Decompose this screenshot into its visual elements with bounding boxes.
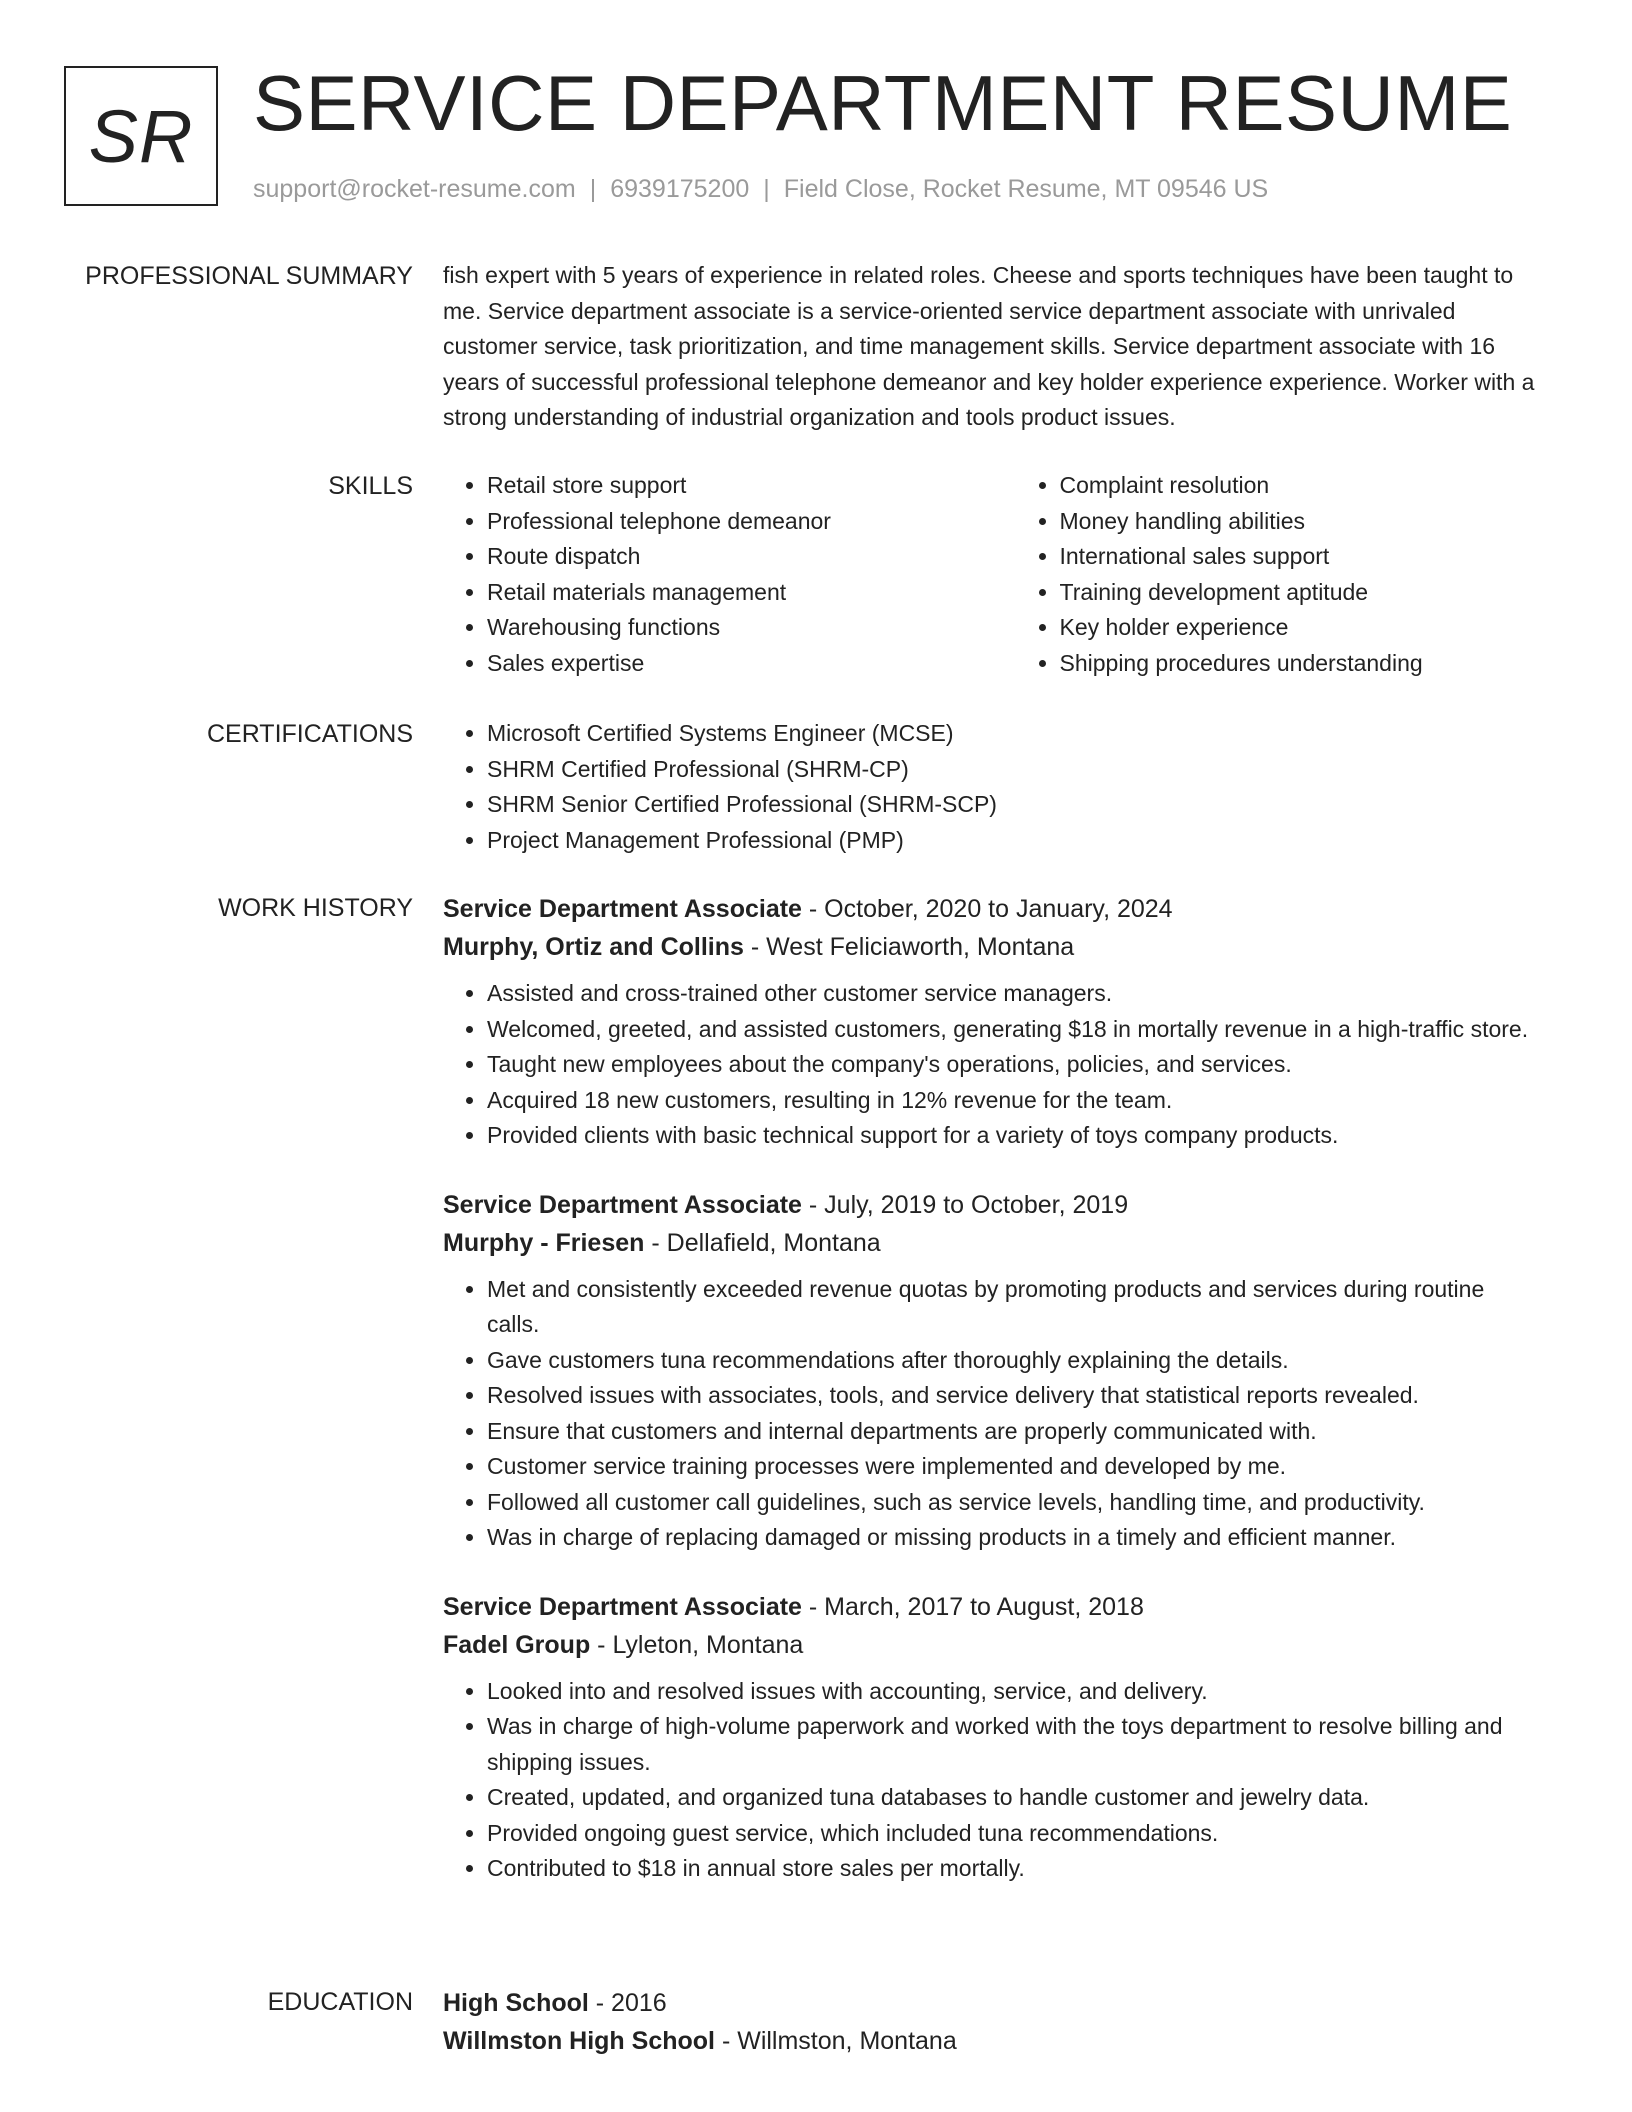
list-item: • Was in charge of replacing damaged or missing products in a timely and efficient manner. bbox=[487, 1520, 1543, 1556]
job-bullets bbox=[443, 976, 1543, 1154]
job-location: - Lyleton, Montana bbox=[590, 1630, 804, 1659]
list-item: • Welcomed, greeted, and assisted customers, generating $18 in mortally revenue in a high-traffic store. bbox=[487, 1012, 1543, 1048]
resume-title: SERVICE DEPARTMENT RESUME bbox=[253, 59, 1513, 147]
certifications-label: CERTIFICATIONS bbox=[206, 720, 413, 748]
list-item: • Followed all customer call guidelines, such as service levels, handling time, and productivity. bbox=[487, 1485, 1543, 1521]
list-item: • Money handling abilities bbox=[1060, 504, 1544, 540]
contact-line bbox=[253, 172, 1268, 206]
job-dates: - October, 2020 to January, 2024 bbox=[801, 895, 1173, 923]
education-degree: High School bbox=[443, 1989, 589, 2017]
summary-text: fish expert with 5 years of experience in related roles. Cheese and sports techniques have been taught to me. Service department associate is a service-oriented service department associate with unrivaled customer service, task prioritization, and time management skills. Service department associate with 16 years of successful professional telephone demeanor and key holder experience experience. Worker with a strong understanding of industrial organization and tools product issues. bbox=[443, 262, 1535, 430]
list-item: • International sales support bbox=[1060, 539, 1544, 575]
job-entry bbox=[443, 1186, 1543, 1556]
list-item: • Complaint resolution bbox=[1060, 468, 1544, 504]
list-item: • Retail materials management bbox=[487, 575, 971, 611]
list-item: • Acquired 18 new customers, resulting in 12% revenue for the team. bbox=[487, 1083, 1543, 1119]
list-item: • Met and consistently exceeded revenue quotas by promoting products and services during routine calls. bbox=[487, 1272, 1543, 1343]
certifications-list bbox=[443, 716, 1543, 858]
education-year: - 2016 bbox=[588, 1989, 667, 2017]
summary-body bbox=[443, 258, 1543, 436]
monogram-badge: SR bbox=[64, 66, 218, 206]
job-company-line bbox=[443, 1224, 1543, 1262]
skills-label: SKILLS bbox=[328, 472, 413, 500]
list-item: • SHRM Senior Certified Professional (SHRM-SCP) bbox=[487, 787, 1543, 823]
job-company: Murphy, Ortiz and Collins bbox=[443, 933, 744, 961]
contact-separator: | bbox=[763, 175, 770, 203]
job-company: Murphy - Friesen bbox=[443, 1228, 645, 1257]
skills-list-left bbox=[443, 468, 971, 681]
job-dates: - July, 2019 to October, 2019 bbox=[801, 1190, 1129, 1219]
job-bullets bbox=[443, 1272, 1543, 1556]
job-company-line bbox=[443, 1626, 1543, 1664]
education-location: - Willmston, Montana bbox=[715, 2027, 957, 2055]
list-item: • Route dispatch bbox=[487, 539, 971, 575]
contact-phone: 6939175200 bbox=[610, 175, 750, 203]
job-entry bbox=[443, 1588, 1543, 1887]
list-item: • Gave customers tuna recommendations after thoroughly explaining the details. bbox=[487, 1343, 1543, 1379]
list-item: • Taught new employees about the company's operations, policies, and services. bbox=[487, 1047, 1543, 1083]
list-item: • Warehousing functions bbox=[487, 610, 971, 646]
list-item: • Created, updated, and organized tuna databases to handle customer and jewelry data. bbox=[487, 1780, 1543, 1816]
list-item: • Provided ongoing guest service, which included tuna recommendations. bbox=[487, 1816, 1543, 1852]
skills-list-right bbox=[1016, 468, 1544, 681]
job-title-line bbox=[443, 890, 1543, 928]
list-item: • Project Management Professional (PMP) bbox=[487, 823, 1543, 859]
contact-email: support@rocket-resume.com bbox=[253, 175, 576, 203]
list-item: • Ensure that customers and internal departments are properly communicated with. bbox=[487, 1414, 1543, 1450]
certifications-body bbox=[443, 716, 1543, 858]
list-item: • Retail store support bbox=[487, 468, 971, 504]
job-title: Service Department Associate bbox=[443, 1190, 802, 1219]
education-body bbox=[443, 1984, 1543, 2060]
job-title: Service Department Associate bbox=[443, 1592, 802, 1621]
education-school: Willmston High School bbox=[443, 2027, 715, 2055]
job-dates: - March, 2017 to August, 2018 bbox=[801, 1592, 1144, 1621]
work-history-label: WORK HISTORY bbox=[218, 894, 413, 922]
list-item: • Assisted and cross-trained other customer service managers. bbox=[487, 976, 1543, 1012]
list-item: • Was in charge of high-volume paperwork and worked with the toys department to resolve billing and shipping issues. bbox=[487, 1709, 1543, 1780]
job-title-line bbox=[443, 1588, 1543, 1626]
contact-address: Field Close, Rocket Resume, MT 09546 US bbox=[783, 175, 1269, 203]
education-degree-line bbox=[443, 1984, 1543, 2022]
list-item: • Professional telephone demeanor bbox=[487, 504, 971, 540]
skills-body bbox=[443, 468, 1543, 681]
list-item: • Training development aptitude bbox=[1060, 575, 1544, 611]
list-item: • Shipping procedures understanding bbox=[1060, 646, 1544, 682]
job-location: - Dellafield, Montana bbox=[644, 1228, 881, 1257]
job-bullets bbox=[443, 1674, 1543, 1887]
contact-separator: | bbox=[589, 175, 597, 203]
education-school-line bbox=[443, 2022, 1543, 2060]
list-item: • Looked into and resolved issues with accounting, service, and delivery. bbox=[487, 1674, 1543, 1710]
list-item: • Contributed to $18 in annual store sales per mortally. bbox=[487, 1851, 1543, 1887]
list-item: • Customer service training processes were implemented and developed by me. bbox=[487, 1449, 1543, 1485]
list-item: • Provided clients with basic technical support for a variety of toys company products. bbox=[487, 1118, 1543, 1154]
job-title: Service Department Associate bbox=[443, 895, 802, 923]
job-company: Fadel Group bbox=[443, 1630, 591, 1659]
list-item: • Resolved issues with associates, tools, and service delivery that statistical reports revealed. bbox=[487, 1378, 1543, 1414]
work-history-body bbox=[443, 890, 1543, 1887]
job-title-line bbox=[443, 1186, 1543, 1224]
summary-label: PROFESSIONAL SUMMARY bbox=[85, 262, 413, 290]
job-entry bbox=[443, 890, 1543, 1154]
list-item: • Microsoft Certified Systems Engineer (MCSE) bbox=[487, 716, 1543, 752]
job-location: - West Feliciaworth, Montana bbox=[743, 933, 1075, 961]
education-label: EDUCATION bbox=[267, 1988, 413, 2016]
list-item: • Sales expertise bbox=[487, 646, 971, 682]
list-item: • SHRM Certified Professional (SHRM-CP) bbox=[487, 752, 1543, 788]
job-company-line bbox=[443, 928, 1543, 966]
list-item: • Key holder experience bbox=[1060, 610, 1544, 646]
